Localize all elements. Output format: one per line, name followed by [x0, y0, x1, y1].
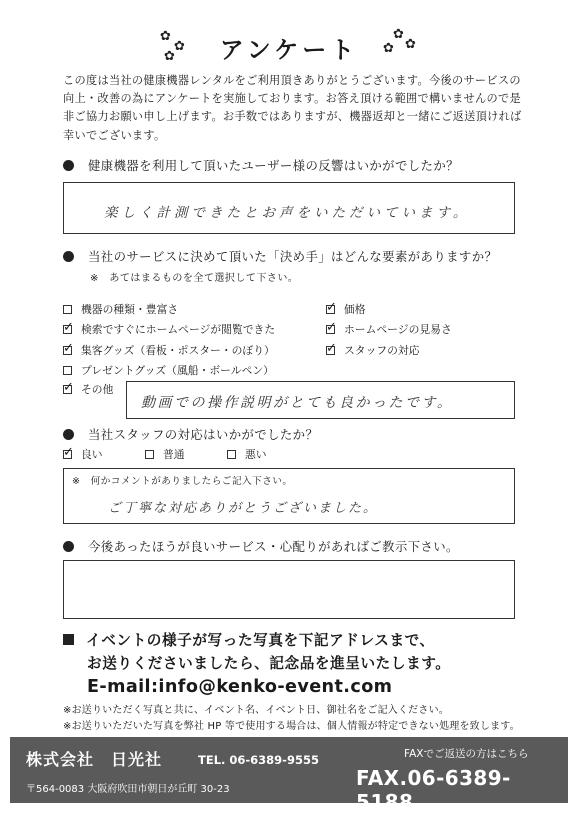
option-price[interactable]: ✓ 価格	[326, 302, 366, 317]
question-2-other-box[interactable]	[126, 381, 515, 419]
question-4-text: 今後あったほうが良いサービス・心配りがあればご教示下さい。	[88, 539, 459, 554]
question-2-text: 当社のサービスに決めて頂いた「決め手」はどんな要素がありますか？	[88, 249, 498, 264]
event-note-1: ※お送りいただく写真と共に、イベント名、イベント日、御社名をご記入ください。	[63, 705, 449, 716]
bullet-dot-icon	[63, 251, 74, 262]
question-3-comment-prompt: ※ 何かコメントがありましたらご記入下さい。	[72, 476, 293, 487]
event-line-1: イベントの様子が写った写真を下記アドレスまで、	[63, 629, 435, 650]
option-equipment-variety[interactable]: 機器の種類・豊富さ	[63, 302, 178, 317]
title-row: ✿ ✿ ✿ アンケート ✿ ✿ ✿	[160, 27, 416, 64]
checkbox[interactable]	[145, 450, 154, 459]
question-3-comment-box[interactable]	[63, 468, 515, 524]
question-4	[63, 537, 459, 555]
question-3-text: 当社スタッフの対応はいかがでしたか？	[88, 427, 319, 442]
option-bad[interactable]: 悪い	[227, 447, 267, 462]
question-2-other-answer: 動画での操作説明がとても良かったです。	[141, 395, 454, 411]
bullet-dot-icon	[63, 160, 74, 171]
checkbox-checked[interactable]	[326, 346, 335, 355]
question-2-note: ※ あてはまるものを全て選択して下さい。	[90, 273, 299, 284]
checkbox[interactable]	[227, 450, 236, 459]
option-promo-goods[interactable]: ✓ 集客グッズ（看板・ポスター・のぼり）	[63, 343, 275, 358]
checkbox[interactable]	[63, 366, 72, 375]
event-email[interactable]: E-mail:info@kenko-event.com	[87, 677, 393, 697]
question-4-answer-box[interactable]	[63, 560, 515, 619]
page-title: アンケート	[219, 36, 359, 64]
checkbox-checked[interactable]	[326, 325, 335, 334]
bullet-dot-icon	[63, 429, 74, 440]
question-2	[63, 247, 497, 265]
square-bullet-icon	[63, 634, 74, 645]
checkbox-checked[interactable]	[63, 385, 72, 394]
question-3	[63, 425, 318, 443]
question-1-text: 健康機器を利用して頂いたユーザー様の反響はいかがでしたか？	[88, 158, 459, 173]
fax-number: FAX.06-6389-5188	[356, 766, 511, 814]
question-1	[63, 156, 459, 174]
option-search-homepage[interactable]: ✓ 検索ですぐにホームページが閲覧できた	[63, 322, 275, 337]
option-average[interactable]: 普通	[145, 447, 185, 462]
fax-caption: FAXでご返送の方はこちら	[404, 748, 529, 760]
bullet-dot-icon	[63, 541, 74, 552]
checkbox[interactable]	[63, 305, 72, 314]
option-other[interactable]: ✓ その他	[63, 382, 113, 397]
intro-text: この度は当社の健康機器レンタルをご利用頂きありがとうございます。今後のサービスの向上・改善の為にアンケートを実施しております。お答え頂ける範囲で構いませんので是非ご協力お願い申し上げます。お手数ではありますが、機器返却と一緒にご返送頂ければ幸いでございます。	[63, 74, 522, 142]
event-note-2: ※お送りいただいた写真を弊社 HP 等で使用する場合は、個人情報が特定できない処理を致します。	[63, 721, 520, 732]
option-homepage-readability[interactable]: ✓ ホームページの見易さ	[326, 322, 452, 337]
company-tel: TEL. 06-6389-9555	[198, 753, 319, 767]
option-good[interactable]: ✓ 良い	[63, 447, 103, 462]
checkbox-checked[interactable]	[63, 346, 72, 355]
company-address: 〒564-0083 大阪府吹田市朝日が丘町 30-23	[26, 784, 230, 795]
question-3-comment-answer: ご丁寧な対応ありがとうございました。	[108, 501, 379, 516]
checkbox-checked[interactable]	[63, 450, 72, 459]
checkbox-checked[interactable]	[326, 305, 335, 314]
question-1-answer-box[interactable]	[63, 182, 515, 234]
company-name: 株式会社 日光社	[26, 750, 163, 769]
footer-bar	[10, 737, 568, 814]
question-1-answer: 楽しく計測できたとお声をいただいています。	[104, 205, 471, 221]
event-line-2: お送りくださいましたら、記念品を進呈いたします。	[87, 655, 451, 672]
option-present-goods[interactable]: プレゼントグッズ（風船・ボールペン）	[63, 363, 274, 378]
checkbox-checked[interactable]	[63, 325, 72, 334]
option-staff-response[interactable]: ✓ スタッフの対応	[326, 343, 420, 358]
